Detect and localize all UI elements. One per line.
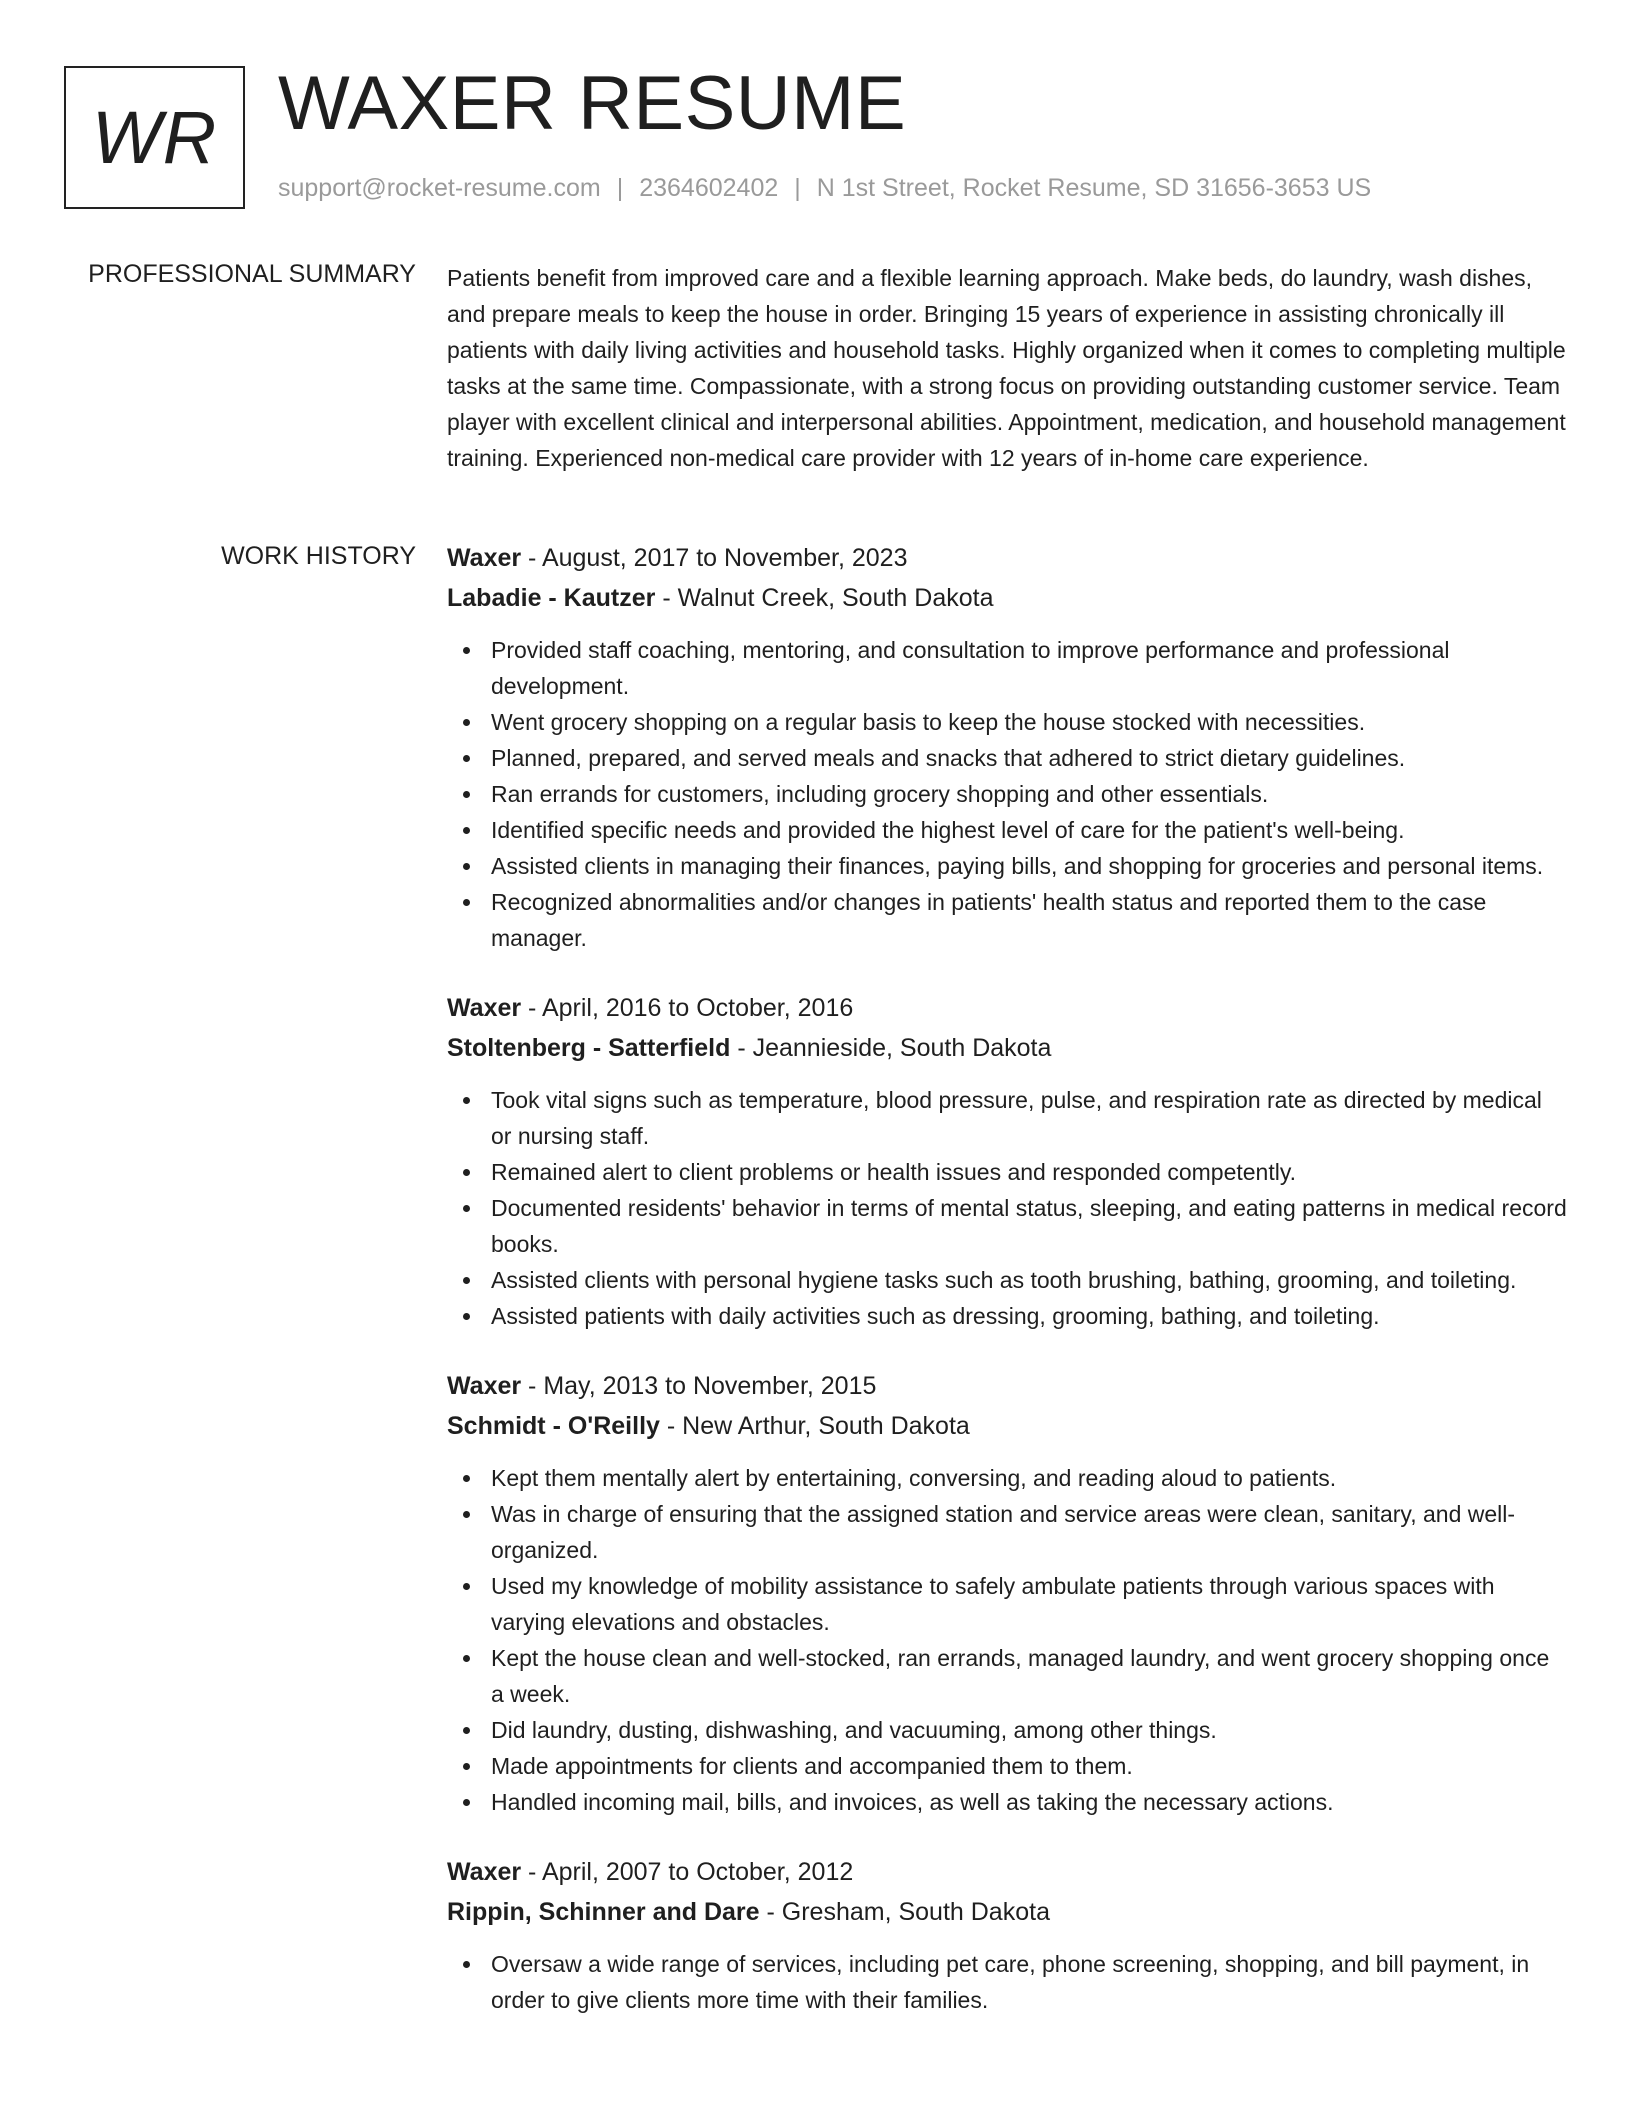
job-company-line: [447, 1406, 1567, 1446]
duty-item: Took vital signs such as temperature, blood pressure, pulse, and respiration rate as directed by medical or nursing staff.: [447, 1082, 1567, 1154]
monogram-logo: WR: [64, 66, 245, 209]
job-location: - Jeannieside, South Dakota: [730, 1034, 1052, 1062]
duty-item: Documented residents' behavior in terms of mental status, sleeping, and eating patterns in medical record books.: [447, 1190, 1567, 1262]
duty-item: Handled incoming mail, bills, and invoices, as well as taking the necessary actions.: [447, 1784, 1567, 1820]
summary-heading: PROFESSIONAL SUMMARY: [88, 260, 416, 288]
job-company: Rippin, Schinner and Dare: [447, 1898, 760, 1926]
duty-item: Went grocery shopping on a regular basis to keep the house stocked with necessities.: [447, 704, 1567, 740]
duty-item: Remained alert to client problems or health issues and responded competently.: [447, 1154, 1567, 1190]
duty-item: Was in charge of ensuring that the assigned station and service areas were clean, sanitary, and well-organized.: [447, 1496, 1567, 1568]
duty-item: Provided staff coaching, mentoring, and consultation to improve performance and professional development.: [447, 632, 1567, 704]
job-company: Labadie - Kautzer: [447, 584, 656, 612]
job-entry: [447, 988, 1567, 1334]
job-company-line: [447, 1892, 1567, 1932]
job-title: Waxer: [447, 994, 522, 1022]
resume-name: WAXER RESUME: [278, 61, 907, 146]
job-title-line: [447, 1366, 1567, 1406]
job-dates: - April, 2007 to October, 2012: [521, 1858, 854, 1886]
duty-item: Kept them mentally alert by entertaining, conversing, and reading aloud to patients.: [447, 1460, 1567, 1496]
summary-text: Patients benefit from improved care and a flexible learning approach. Make beds, do laundry, wash dishes, and prepare meals to keep the house in order. Bringing 15 years of experience in assisting chronically ill patients with daily living activities and household tasks. Highly organized when it comes to completing multiple tasks at the same time. Compassionate, with a strong focus on providing outstanding customer service. Team player with excellent clinical and interpersonal abilities. Appointment, medication, and household management training. Experienced non-medical care provider with 12 years of in-home care experience.: [447, 265, 1566, 471]
job-location: - New Arthur, South Dakota: [659, 1412, 970, 1440]
job-title-line: [447, 988, 1567, 1028]
contact-email[interactable]: support@rocket-resume.com: [278, 174, 601, 202]
job-duties-list: [447, 1082, 1567, 1334]
duty-item: Ran errands for customers, including grocery shopping and other essentials.: [447, 776, 1567, 812]
duty-item: Assisted clients with personal hygiene tasks such as tooth brushing, bathing, grooming, and toileting.: [447, 1262, 1567, 1298]
job-title-line: [447, 538, 1567, 578]
duty-item: Kept the house clean and well-stocked, ran errands, managed laundry, and went grocery shopping once a week.: [447, 1640, 1567, 1712]
duty-item: Planned, prepared, and served meals and snacks that adhered to strict dietary guidelines.: [447, 740, 1567, 776]
duty-item: Used my knowledge of mobility assistance to safely ambulate patients through various spaces with varying elevations and obstacles.: [447, 1568, 1567, 1640]
job-dates: - August, 2017 to November, 2023: [521, 544, 908, 572]
job-location: - Walnut Creek, South Dakota: [655, 584, 994, 612]
job-entry: [447, 1852, 1567, 2018]
duty-item: Assisted patients with daily activities such as dressing, grooming, bathing, and toileting.: [447, 1298, 1567, 1334]
work-history-heading: WORK HISTORY: [221, 542, 416, 570]
duty-item: Identified specific needs and provided the highest level of care for the patient's well-being.: [447, 812, 1567, 848]
job-title-line: [447, 1852, 1567, 1892]
job-title: Waxer: [447, 1858, 522, 1886]
contact-address: N 1st Street, Rocket Resume, SD 31656-3653 US: [816, 174, 1372, 202]
job-duties-list: [447, 1460, 1567, 1820]
contact-line: [278, 174, 1371, 203]
contact-phone[interactable]: 2364602402: [639, 174, 779, 202]
job-entry: [447, 1366, 1567, 1820]
duty-item: Did laundry, dusting, dishwashing, and vacuuming, among other things.: [447, 1712, 1567, 1748]
duty-item: Made appointments for clients and accompanied them to them.: [447, 1748, 1567, 1784]
duty-item: Recognized abnormalities and/or changes in patients' health status and reported them to the case manager.: [447, 884, 1567, 956]
duty-item: Assisted clients in managing their finances, paying bills, and shopping for groceries and personal items.: [447, 848, 1567, 884]
job-location: - Gresham, South Dakota: [759, 1898, 1050, 1926]
job-title: Waxer: [447, 544, 522, 572]
resume-header: [64, 61, 1584, 211]
job-title: Waxer: [447, 1372, 522, 1400]
job-duties-list: [447, 632, 1567, 956]
job-company: Stoltenberg - Satterfield: [447, 1034, 731, 1062]
job-company: Schmidt - O'Reilly: [447, 1412, 660, 1440]
job-list: [447, 538, 1567, 2050]
contact-separator: |: [794, 174, 801, 202]
job-dates: - April, 2016 to October, 2016: [521, 994, 854, 1022]
job-company-line: [447, 1028, 1567, 1068]
job-entry: [447, 538, 1567, 956]
job-duties-list: [447, 1946, 1567, 2018]
job-dates: - May, 2013 to November, 2015: [521, 1372, 877, 1400]
contact-separator: |: [616, 174, 624, 202]
job-company-line: [447, 578, 1567, 618]
duty-item: Oversaw a wide range of services, including pet care, phone screening, shopping, and bill payment, in order to give clients more time with their families.: [447, 1946, 1567, 2018]
